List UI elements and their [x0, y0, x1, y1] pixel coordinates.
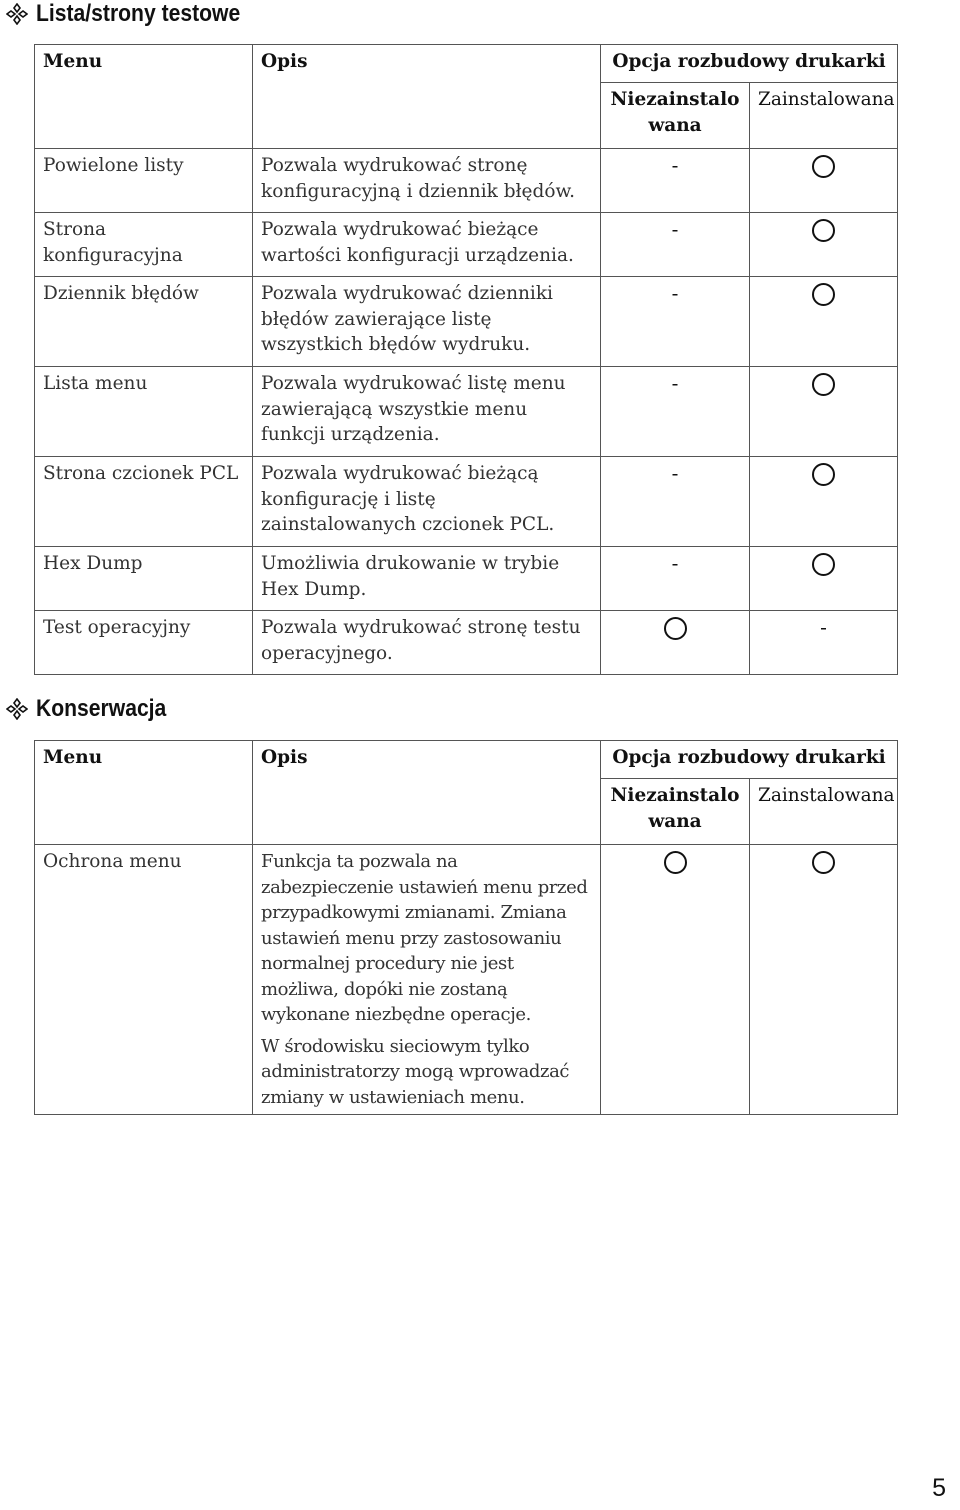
availability-cell: [601, 547, 750, 611]
menu-item-name: Strona czcionek PCL: [35, 457, 253, 547]
menu-item-description: Pozwala wydrukować stronę konfiguracyjną i dziennik błędów.: [253, 149, 601, 213]
availability-cell: [601, 149, 750, 213]
header-spacer: [253, 779, 601, 845]
circle-icon: [812, 219, 835, 242]
availability-cell: [750, 457, 898, 547]
column-header-installed: Zainstalowana: [750, 83, 898, 149]
menu-item-description: [253, 845, 601, 1115]
availability-cell: [601, 611, 750, 675]
diamond-bullet-icon: [6, 3, 28, 25]
availability-cell: [750, 845, 898, 1115]
diamond-bullet-icon: [6, 698, 28, 720]
dash-mark: -: [671, 551, 679, 575]
header-spacer: [35, 83, 253, 149]
menu-item-description: Pozwala wydrukować listę menu zawierającą wszystkie menu funkcji urządzenia.: [253, 367, 601, 457]
circle-icon: [812, 155, 835, 178]
menu-item-name: Powielone listy: [35, 149, 253, 213]
column-header-description: Opis: [253, 741, 601, 779]
availability-cell: [750, 213, 898, 277]
menu-item-description: Pozwala wydrukować bieżące wartości konfiguracji urządzenia.: [253, 213, 601, 277]
availability-cell: [601, 367, 750, 457]
availability-cell: [601, 845, 750, 1115]
availability-cell: [750, 277, 898, 367]
dash-mark: -: [671, 281, 679, 305]
circle-icon: [812, 283, 835, 306]
menu-item-name: Test operacyjny: [35, 611, 253, 675]
dash-mark: -: [671, 371, 679, 395]
table-row: [35, 457, 898, 547]
menu-item-description: Pozwala wydrukować dzienniki błędów zawierające listę wszystkich błędów wydruku.: [253, 277, 601, 367]
circle-icon: [664, 617, 687, 640]
test-lists-table: [34, 44, 898, 675]
description-paragraph: W środowisku sieciowym tylko administratorzy mogą wprowadzać zmiany w ustawieniach menu.: [261, 1035, 570, 1108]
column-header-description: Opis: [253, 45, 601, 83]
table-row: [35, 367, 898, 457]
menu-item-description: Pozwala wydrukować bieżącą konfigurację i listę zainstalowanych czcionek PCL.: [253, 457, 601, 547]
circle-icon: [812, 373, 835, 396]
menu-item-description: Pozwala wydrukować stronę testu operacyjnego.: [253, 611, 601, 675]
column-header-not-installed: Niezainstalo wana: [601, 83, 750, 149]
menu-item-name: Strona konfiguracyjna: [35, 213, 253, 277]
column-header-installed: Zainstalowana: [750, 779, 898, 845]
page-number: 5: [932, 1474, 946, 1502]
availability-cell: [750, 611, 898, 675]
dash-mark: -: [671, 217, 679, 241]
circle-icon: [812, 553, 835, 576]
section-title: Lista/strony testowe: [36, 0, 241, 27]
availability-cell: [750, 547, 898, 611]
table-row: [35, 213, 898, 277]
menu-item-name: Ochrona menu: [35, 845, 253, 1115]
table-row: [35, 277, 898, 367]
column-header-option: Opcja rozbudowy drukarki: [601, 741, 898, 779]
menu-item-name: Lista menu: [35, 367, 253, 457]
column-header-not-installed: Niezainstalo wana: [601, 779, 750, 845]
header-spacer: [35, 779, 253, 845]
table-row: [35, 149, 898, 213]
dash-mark: -: [671, 461, 679, 485]
section-heading-test-lists: [6, 0, 268, 28]
column-header-option: Opcja rozbudowy drukarki: [601, 45, 898, 83]
table-row: [35, 547, 898, 611]
availability-cell: [750, 149, 898, 213]
test-lists-table-body: [35, 149, 898, 675]
description-paragraph: Funkcja ta pozwala na zabezpieczenie ustawień menu przed przypadkowymi zmianami. Zmiana ustawień menu przy zastosowaniu normalnej procedury nie jest możliwa, dopóki nie zostaną wykonane niezbędne operacje.: [261, 851, 588, 1025]
section-heading-maintenance: [6, 695, 184, 723]
menu-item-name: Dziennik błędów: [35, 277, 253, 367]
maintenance-table: [34, 740, 898, 1115]
maintenance-table-body: [35, 845, 898, 1115]
circle-icon: [664, 851, 687, 874]
header-spacer: [253, 83, 601, 149]
menu-item-name: Hex Dump: [35, 547, 253, 611]
availability-cell: [601, 213, 750, 277]
availability-cell: [601, 457, 750, 547]
circle-icon: [812, 851, 835, 874]
availability-cell: [601, 277, 750, 367]
circle-icon: [812, 463, 835, 486]
dash-mark: -: [820, 615, 827, 639]
availability-cell: [750, 367, 898, 457]
section-title: Konserwacja: [36, 695, 167, 722]
dash-mark: -: [671, 153, 679, 177]
table-row: [35, 845, 898, 1115]
column-header-menu: Menu: [35, 741, 253, 779]
menu-item-description: Umożliwia drukowanie w trybie Hex Dump.: [253, 547, 601, 611]
table-row: [35, 611, 898, 675]
column-header-menu: Menu: [35, 45, 253, 83]
